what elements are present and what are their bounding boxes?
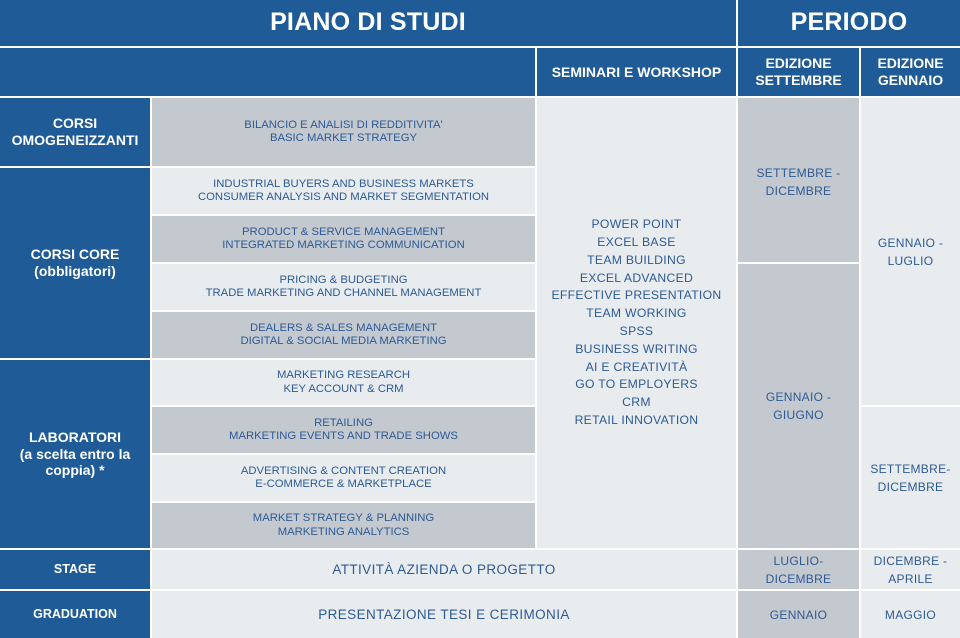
section-laboratori: LABORATORI (a scelta entro la coppia) * (0, 360, 150, 548)
course-row: BILANCIO E ANALISI DI REDDITIVITA' BASIC MARKET STRATEGY (152, 98, 535, 166)
seminar-item: AI E CREATIVITÀ (585, 359, 688, 374)
seminar-item: GO TO EMPLOYERS (575, 377, 698, 392)
period-settembre-1: SETTEMBRE - DICEMBRE (738, 98, 859, 262)
course-row: INDUSTRIAL BUYERS AND BUSINESS MARKETS CONSUMER ANALYSIS AND MARKET SEGMENTATION (152, 168, 535, 214)
section-corsi-omogeneizzanti: CORSI OMOGENEIZZANTI (0, 98, 150, 166)
graduation-period-gennaio: MAGGIO (861, 591, 960, 638)
seminar-item: EXCEL BASE (597, 234, 676, 249)
seminar-item: RETAIL INNOVATION (574, 413, 699, 428)
period-gennaio-1: GENNAIO - LUGLIO (861, 98, 960, 405)
period-gennaio-2: SETTEMBRE- DICEMBRE (861, 407, 960, 548)
edizione-gennaio-header: EDIZIONE GENNAIO (861, 48, 960, 96)
section-stage: STAGE (0, 550, 150, 589)
seminar-item: CRM (622, 395, 651, 410)
seminar-item: SPSS (619, 324, 654, 338)
stage-activity: ATTIVITÀ AZIENDA O PROGETTO (152, 550, 736, 589)
course-row: DEALERS & SALES MANAGEMENT DIGITAL & SOCIAL MEDIA MARKETING (152, 312, 535, 358)
seminari-header: SEMINARI E WORKSHOP (537, 48, 736, 96)
course-row: RETAILING MARKETING EVENTS AND TRADE SHOWS (152, 407, 535, 453)
seminar-item: POWER POINT (591, 217, 682, 232)
course-row: ADVERTISING & CONTENT CREATION E-COMMERCE & MARKETPLACE (152, 455, 535, 501)
section-graduation: GRADUATION (0, 591, 150, 638)
seminar-item: TEAM BUILDING (587, 252, 686, 267)
graduation-activity: PRESENTAZIONE TESI E CERIMONIA (152, 591, 736, 638)
edizione-settembre-header: EDIZIONE SETTEMBRE (738, 48, 859, 96)
period-settembre-2: GENNAIO - GIUGNO (738, 264, 859, 548)
graduation-period-settembre: GENNAIO (738, 591, 859, 638)
seminar-item: EXCEL ADVANCED (579, 270, 694, 285)
stage-period-gennaio: DICEMBRE - APRILE (861, 550, 960, 589)
course-row: PRODUCT & SERVICE MANAGEMENT INTEGRATED MARKETING COMMUNICATION (152, 216, 535, 262)
section-corsi-core: CORSI CORE (obbligatori) (0, 168, 150, 358)
seminars-list (537, 98, 736, 548)
course-row: MARKET STRATEGY & PLANNING MARKETING ANALYTICS (152, 503, 535, 548)
blank-header (0, 48, 535, 96)
seminar-item: EFFECTIVE PRESENTATION (551, 288, 722, 303)
stage-period-settembre: LUGLIO- DICEMBRE (738, 550, 859, 589)
piano-di-studi-header: PIANO DI STUDI (0, 0, 736, 46)
seminar-item: BUSINESS WRITING (575, 341, 698, 356)
course-row: PRICING & BUDGETING TRADE MARKETING AND CHANNEL MANAGEMENT (152, 264, 535, 310)
course-row: MARKETING RESEARCH KEY ACCOUNT & CRM (152, 360, 535, 405)
periodo-header: PERIODO (738, 0, 960, 46)
seminar-item: TEAM WORKING (586, 306, 687, 321)
